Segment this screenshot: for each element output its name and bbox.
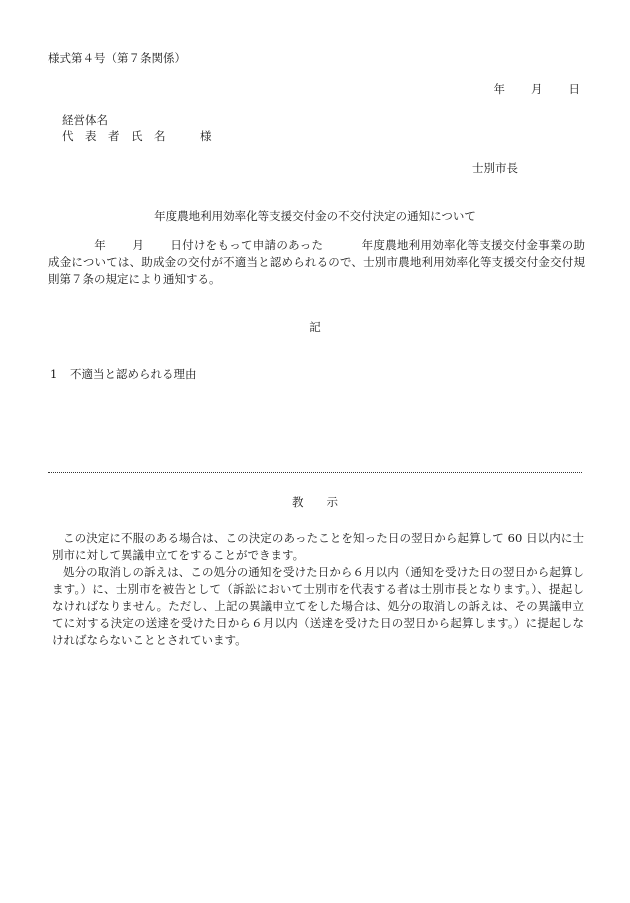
body-date-text: 日付けをもって申請のあった — [170, 238, 324, 252]
date-month: 月 — [531, 82, 543, 96]
body-year: 年 — [94, 238, 107, 252]
reason-number: 1 — [50, 367, 58, 381]
date-line — [494, 81, 581, 97]
body-month: 月 — [132, 238, 145, 252]
reason-item — [50, 366, 197, 382]
notice-body — [48, 237, 585, 288]
instruction-paragraph-2: 処分の取消しの訴えは、この処分の通知を受けた日から６月以内（通知を受けた日の翌日から起算します。）に、士別市を被告として（訴訟において士別市を代表する者は士別市長となります。）、提起しなければなりません。ただし、上記の異議申立てをした場合は、処分の取消しの訴えは、その異議申立てに対する決定の送達を受けた日から６月以内（送達を受けた日の翌日から起算します。）に提起しなければならないこととされています。 — [52, 565, 584, 647]
form-number: 様式第４号（第７条関係） — [48, 51, 186, 65]
document-title: 年度農地利用効率化等支援交付金の不交付決定の通知について — [154, 209, 476, 223]
instruction-title: 教 示 — [292, 495, 338, 509]
issuer: 士別市長 — [472, 161, 518, 175]
addressee-representative: 代 表 者 氏 名 様 — [62, 129, 212, 143]
date-year: 年 — [493, 82, 505, 96]
dotted-divider — [48, 472, 582, 473]
date-day: 日 — [568, 82, 580, 96]
addressee-business-name: 経営体名 — [62, 113, 108, 127]
instruction-paragraph-1: この決定に不服のある場合は、この決定のあったことを知った日の翌日から起算して 60 日以内に士別市に対して異議申立てをすることができます。 — [52, 531, 584, 562]
instruction-text — [52, 530, 584, 649]
reason-label: 不適当と認められる理由 — [70, 367, 197, 381]
ki-heading: 記 — [309, 320, 321, 334]
body-program-text: 年度農地利用効率化等支援交付金事業の助成金については、助成金の交付が不適当と認められるので、士別市農地利用効率化等支援交付金交付規則第７条の規定により通知する。 — [48, 238, 586, 286]
addressee — [62, 112, 212, 144]
